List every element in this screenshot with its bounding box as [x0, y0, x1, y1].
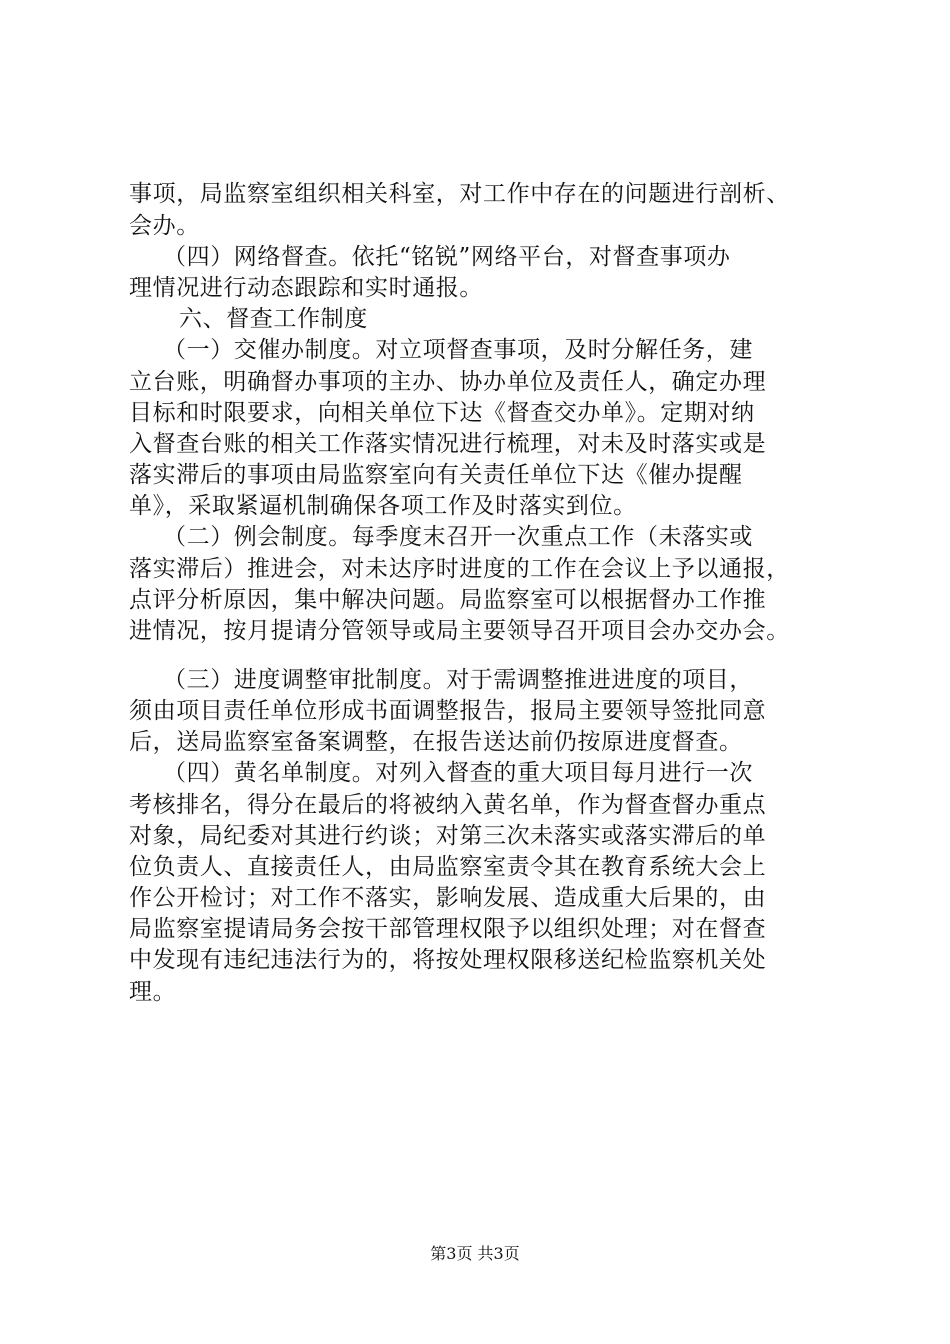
text-line: 须由项目责任单位形成书面调整报告，报局主要领导签批同意 [129, 698, 767, 724]
text-line: （二）例会制度。每季度末召开一次重点工作（未落实或 [163, 524, 753, 550]
section-heading: 六、督查工作制度 [179, 306, 368, 332]
text-line: 中发现有违纪违法行为的，将按处理权限移送纪检监察机关处 [129, 947, 767, 973]
text-line: 后，送局监察室备案调整，在报告送达前仍按原进度督查。 [129, 729, 743, 755]
text-line: 落实滞后的事项由局监察室向有关责任单位下达《催办提醒 [129, 462, 743, 488]
text-line: 对象，局纪委对其进行约谈；对第三次未落实或落实滞后的单 [129, 823, 767, 849]
page-number: 第3页 共3页 [430, 1244, 520, 1263]
text-line: 会办。 [129, 213, 200, 239]
text-line: 位负责人、直接责任人，由局监察室责令其在教育系统大会上 [129, 854, 767, 880]
text-line: 目标和时限要求，向相关单位下达《督查交办单》。定期对纳 [129, 400, 755, 426]
text-line: （四）黄名单制度。对列入督查的重大项目每月进行一次 [163, 760, 753, 786]
text-line: 局监察室提请局务会按干部管理权限予以组织处理；对在督查 [129, 916, 767, 942]
text-line: 点评分析原因，集中解决问题。局监察室可以根据督办工作推 [129, 587, 767, 613]
text-line: 单》，采取紧逼机制确保各项工作及时落实到位。 [129, 493, 637, 519]
text-line: （三）进度调整审批制度。对于需调整推进进度的项目， [163, 667, 753, 693]
text-line: 进情况，按月提请分管领导或局主要领导召开项目会办交办会。 [129, 618, 790, 644]
text-line: 事项，局监察室组织相关科室，对工作中存在的问题进行剖析、 [129, 181, 790, 207]
text-line: 立台账，明确督办事项的主办、协办单位及责任人，确定办理 [129, 369, 767, 395]
text-line: 理情况进行动态跟踪和实时通报。 [129, 275, 483, 301]
text-line: （一）交催办制度。对立项督查事项，及时分解任务，建 [163, 337, 753, 363]
text-line: 理。 [129, 979, 177, 1005]
text-line: 入督查台账的相关工作落实情况进行梳理，对未及时落实或是 [129, 431, 767, 457]
text-line: 作公开检讨；对工作不落实，影响发展、造成重大后果的，由 [129, 885, 767, 911]
text-line: 考核排名，得分在最后的将被纳入黄名单，作为督查督办重点 [129, 792, 767, 818]
text-line: 落实滞后）推进会，对未达序时进度的工作在会议上予以通报， [129, 556, 790, 582]
text-line: （四）网络督查。依托“铭锐”网络平台，对督查事项办 [163, 244, 731, 270]
